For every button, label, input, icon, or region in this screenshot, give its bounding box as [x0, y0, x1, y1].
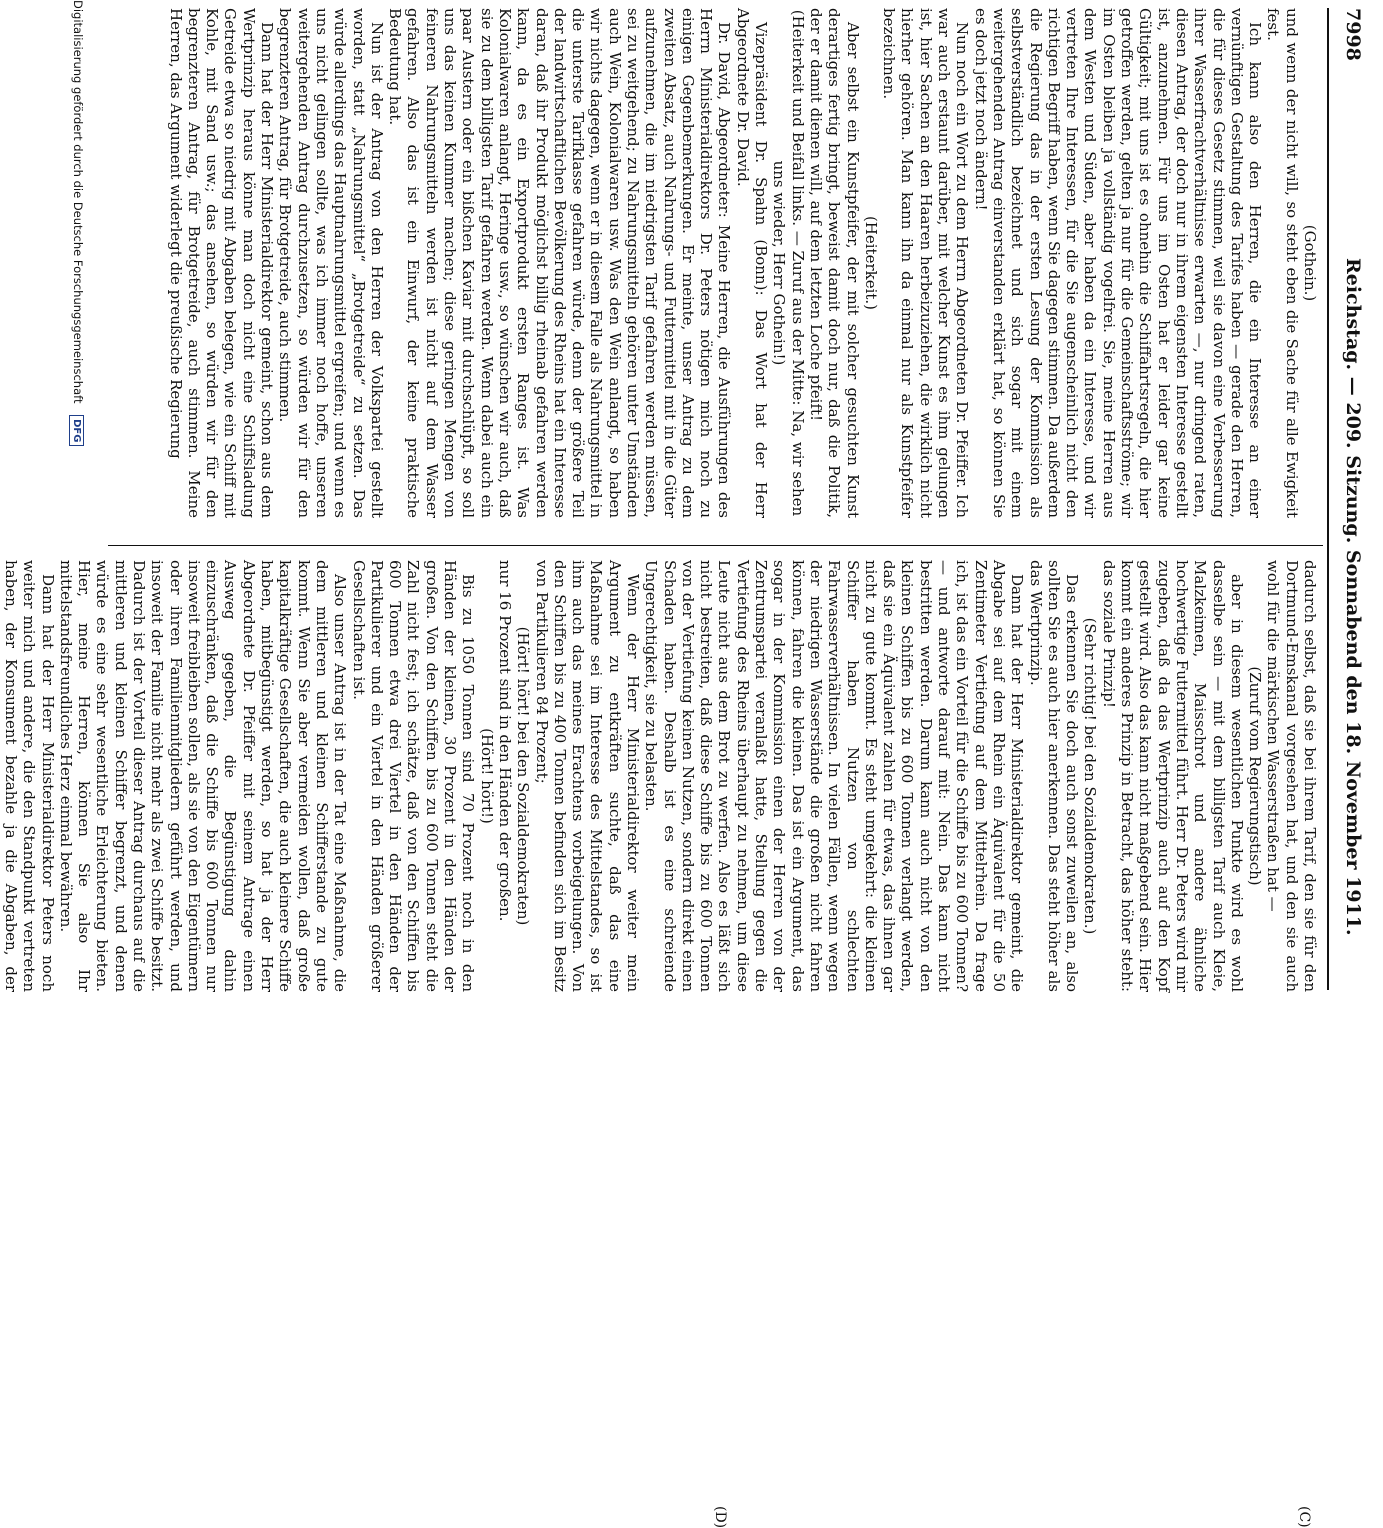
- digitization-credit: [69, 0, 85, 980]
- paragraph: nur 16 Prozent sind in den Händen der großen.: [495, 560, 514, 922]
- header-rule: [1327, 8, 1329, 990]
- paragraph: (Hört! hört!): [477, 728, 496, 824]
- margin-mark-d: (D): [712, 1506, 728, 1528]
- paragraph: Aber selbst ein Kunstpfeifer, der mit solcher gesuchten Kunst derartiges fertig bringt, beweist damit doch nur, daß die Politik, der er damit dienen will, auf dem letzten Loche pfeift!: [806, 8, 862, 518]
- dfg-logo: DFG: [69, 415, 84, 446]
- left-column-text: [166, 8, 1319, 518]
- paragraph: (Sehr richtig! bei den Sozialdemokraten.): [1081, 617, 1100, 935]
- paragraph: Bis zu 1050 Tonnen sind 70 Prozent noch in den Händen der kleinen, 30 Prozent in den Händen der großen. Von den Schiffen bis zu 600 Tonnen steht die Zahl nicht fest; ich schätze, daß von den Schiffen bis 600 Tonnen etwa drei Viertel in den Händen der Partikulierer und ein Viertel in den Händen größerer Gesellschaften ist.: [349, 560, 478, 992]
- paragraph: (Heiterkeit und Beifall links. — Zuruf aus der Mitte: Na, wir sehen uns wieder, Herr Gothein!): [770, 9, 807, 517]
- paragraph: Wenn der Herr Ministerialdirektor weiter mein Argument zu entkräften suchte, daß das eine Maßnahme sei im Interesse des Mittelstandes, so ist ihm auch das meines Erachtens vorbeigelungen. Von den Schiffen bis zu 400 Tonnen befinden sich im Besitz von Partikulieren 84 Prozent;: [532, 560, 643, 992]
- paragraph: Dann hat der Herr Ministerialdirektor Peters noch weiter mich und andere, die den Standpunkt vertreten haben, der Konsument bezahle ja die Abgaben, der: [1, 560, 57, 992]
- paragraph: Ich kann also den Herren, die ein Interesse an einer vernünftigen Gestaltung des Tarifes haben — gerade den Herren, die für dieses Gesetz stimmen, weil sie davon eine Verbesserung ihrer Wasserfrachtverhältnisse erwarten —, nur dringend raten, diesen Antrag, der doch nur in ihrem eigensten Interesse gestellt ist, anzunehmen. Für uns im Osten hat er leider gar keine Gültigkeit; mit uns ist es ohnehin die Schiffahrtsregeln, die hier getroffen werden, gelten ja nur für die Gemeinschaftsströme; wir im Osten bleiben ja vollständig vogelfrei. Sie, meine Herren aus dem Westen und Süden, aber haben da ein Interesse, und wir vertreten Ihre Interessen, für die Sie augenscheinlich nicht den richtigen Begriff haben, wenn Sie dagegen stimmen. Da außerdem die Regierung das in der ersten Lesung der Kommission als selbstverständlich bezeichnet und sich sogar mit einem weitergehenden Antrag einverstanden erklärt hat, so können Sie es doch jetzt noch ändern!: [971, 8, 1265, 518]
- margin-mark-c: (C): [1296, 1506, 1312, 1528]
- paragraph: Nun noch ein Wort zu dem Herrn Abgeordneten Dr. Pfeiffer. Ich war auch erstaunt darüber, mit welcher Kunst es ihm gelungen ist, hier Sachen an den Haaren herbeizuziehen, die wirklich nicht hierher gehören. Man kann ihn da einmal nur als Kunstpfeifer bezeichnen.: [880, 8, 972, 518]
- paragraph: Vizepräsident Dr. Spahn (Bonn): Das Wort hat der Herr Abgeordnete Dr. David.: [733, 8, 771, 518]
- column-divider: [108, 545, 1323, 546]
- page-header: [1333, 8, 1371, 988]
- paragraph: Dr. David, Abgeordneter: Meine Herren, die Ausführungen des Herrn Ministerialdirektors Dr. Peters nötigen mich noch zu einigen Gegenbemerkungen. Er meinte, unser Antrag zu dem zweiten Absatz, auch Nahrungs- und Futtermittel mit in die Güter aufzunehmen, die im niedrigsten Tarif gefahren werden müssen, sei zu weitgehend; zu Nahrungsmitteln gehören unter Umständen auch Wein, Kolonialwaren usw. Was den Wein anlangt, so haben wir nichts dagegen, wenn er in diesem Falle als Nahrungsmittel in die unterste Tarifklasse gefahren würde, denn der größere Teil der landwirtschaftlichen Bevölkerung des Rheins hat ein Interesse daran, daß ihr Produkt möglichst billig rheinab gefahren werden kann, da es ein Exportprodukt ersten Ranges ist. Was Kolonialwaren anlangt, Heringe usw., so wünschen wir auch, daß sie zu dem billigsten Tarif gefahren werden. Wenn dabei auch ein paar Austern oder ein bißchen Kaviar mit durchschlüpft, so soll uns das keinen Kummer machen; diese geringen Mengen von feineren Nahrungsmitteln werden ist nicht auf dem Wasser gefahren. Also das ist ein Einwurf, der keine praktische Bedeutung hat.: [386, 8, 734, 518]
- paragraph: aber in diesem wesentlichen Punkte wird es wohl dasselbe sein — mit dem billigsten Tarif auch Kleie, Malzkeimen, Maisschrot und andere ähnliche hochwertige Futtermittel führt. Herr Dr. Peters wird mir zugeben, daß da das Wertprinzip auch auf den Kopf gestellt wird. Also das kann nicht maßgebend sein. Hier kommt ein anderes Prinzip in Betracht, das höher steht: das soziale Prinzip!: [1099, 560, 1246, 992]
- paragraph: und wenn der nicht will, so steht eben die Sache für alle Ewigkeit fest.: [1264, 8, 1301, 518]
- paragraph: Nun ist der Antrag von den Herren der Volkspartei gestellt worden, statt „Nahrungsmittel“ „Brotgetreide“ zu setzen. Das würde allerdings das Hauptnahrungsmittel ergreifen; und wenn es uns nicht gelingen sollte, was ich immer noch hoffe, unseren weitergehenden Antrag durchzusetzen, so würden wir für den begrenzteren Antrag, für Brotgetreide, auch stimmen.: [276, 8, 386, 519]
- paragraph: dadurch selbst, daß sie bei ihrem Tarif, den sie für den Dortmund-Emskanal vorgesehen hat, und den sie auch wohl für die märkischen Wasserstraßen hat —: [1264, 560, 1319, 992]
- credit-text: Digitalisierung gefördert durch die Deutsche Forschungsgemeinschaft: [71, 0, 85, 404]
- left-column: [166, 8, 1319, 518]
- paragraph: Dann hat der Herr Ministerialdirektor gemeint, schon aus dem Wertprinzip heraus könne man doch nicht eine Schiffsladung Getreide etwa so niedrig mit Abgaben belegen, wie ein Schiff mit Kohle, mit Sand usw.; das ansehen, so würden wir für den begrenzteren Antrag, für Brotgetreide, auch stimmen. Meine Herren, das Argument widerlegt die preußische Regierung: [166, 8, 277, 518]
- paragraph: (Hört! hört! bei den Sozialdemokraten): [514, 626, 533, 926]
- running-header: Reichstag. — 209. Sitzung. Sonnabend den 18. November 1911.: [1342, 258, 1364, 936]
- paragraph: Das erkennen Sie doch auch sonst zuweilen an, also sollten Sie es auch hier anerkennen. Das steht höher als das Wertprinzip.: [1026, 560, 1082, 992]
- right-column: [0, 560, 1319, 1528]
- paragraph: Also unser Antrag ist in der Tat eine Maßnahme, die dem mittleren und kleinen Schifferstande zu gute kommt. Wenn Sie aber vermeiden wollen, daß große kapitalkräftige Gesellschaften, die auch kleinere Schiffe haben, mitbegünstigt werden, so hat ja der Herr Abgeordnete Dr. Pfeiffer mit seinem Antrage einen Ausweg gegeben, die Begünstigung dahin einzuschränken, daß die Schiffe bis 600 Tonnen nur insoweit freibleiben sollen, als sie von den Eigentümern oder ihren Familienmitgliedern geführt werden, und insoweit der Familie nicht mehr als zwei Schiffe besitzt. Dadurch ist der Vorteil dieser Antrag durchaus auf die mittleren und kleinen Schiffer begrenzt, und denen würde es eine sehr wesentliche Erleichterung bieten. Hier, meine Herren, können Sie also Ihr mittelstandsfreundliches Herz einmal bewähren.: [56, 560, 350, 992]
- paragraph: (Zuruf vom Regierungstisch): [1246, 666, 1265, 886]
- paragraph: (Gothein.): [1301, 224, 1319, 302]
- paragraph: (Heiterkeit.): [861, 215, 880, 311]
- page-number: 7998: [1342, 8, 1364, 61]
- right-column-text: [0, 560, 1319, 992]
- paragraph: Dann hat der Herr Ministerialdirektor gemeint, die Abgabe sei auf dem Rhein ein Äquivalent für die 50 Zentimeter Vertiefung auf dem Mittelrhein. Da frage ich, ist das ein Vorteil für die Schiffe bis zu 600 Tonnen? — und antworte darauf mit: Nein. Das kann nicht bestritten werden. Darum kann auch nicht von den kleinen Schiffen bis zu 600 Tonnen verlangt werden, daß sie ein Äquivalent zahlen für etwas, das ihnen gar nicht zu gute kommt. Es steht umgekehrt: die kleinen Schiffer haben Nutzen von schlechten Fahrwasserverhältnissen. In vielen Fällen, wenn wegen der niedrigen Wasserstände die großen nicht fahren können, fahren die kleinen. Das ist ein Argument, das sogar in der Kommission einen der Herren von der Zentrumspartei veranlaßt hatte, Stellung gegen die Vertiefung des Rheins überhaupt zu nehmen, um diese Leute nicht aus dem Brot zu werfen. Also es läßt sich nicht bestreiten, daß diese Schiffe bis zu 600 Tonnen von der Vertiefung keinen Nutzen, sondern direkt einen Schaden haben. Deshalb ist es eine schreiende Ungerechtigkeit, sie zu belasten.: [642, 560, 1027, 992]
